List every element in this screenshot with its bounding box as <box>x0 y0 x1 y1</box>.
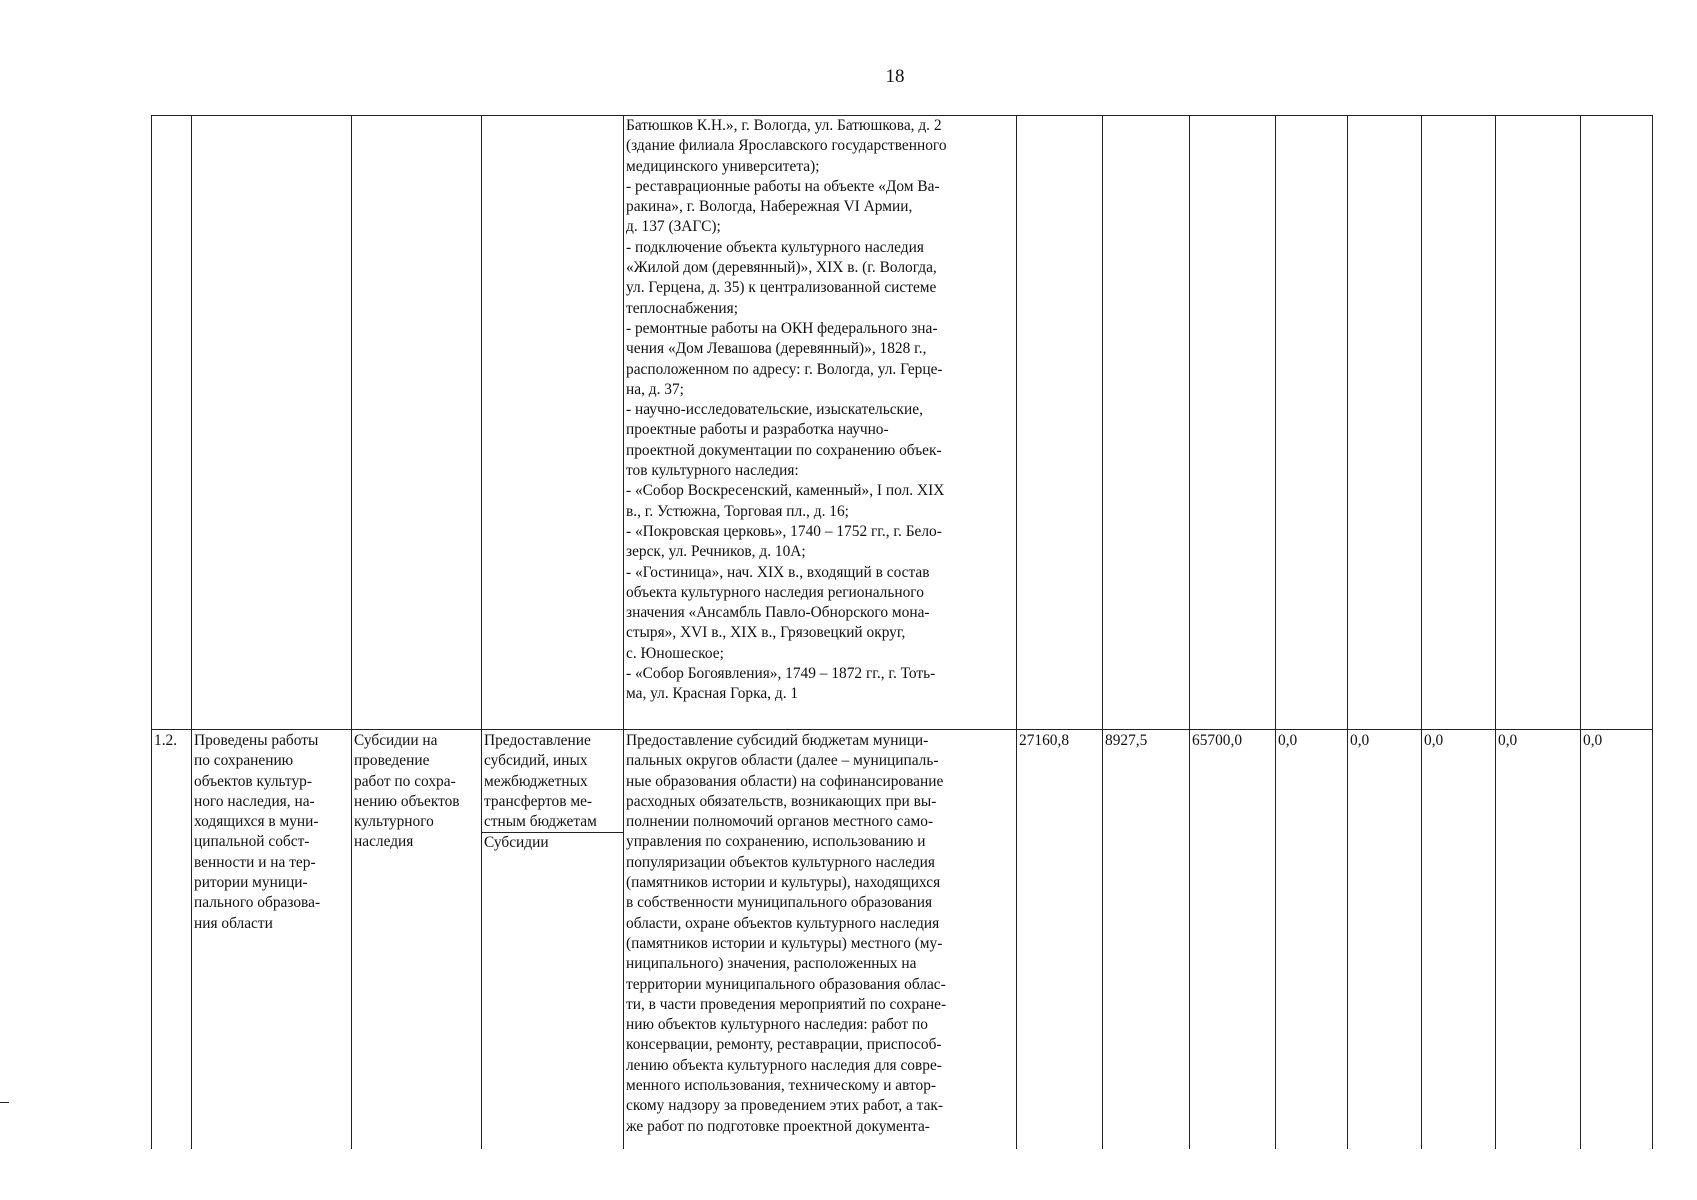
result-text: Проведены работы по сохранению объектов культур- ного наследия, на- ходящихся в муни- ципальной собст- венности и на тер- ритории муници- пального образова- ния области <box>194 732 321 932</box>
page-number: 18 <box>885 66 905 87</box>
cell-value: 0,0 <box>1422 730 1496 1150</box>
cell-measure <box>352 730 482 1150</box>
row-number: 1.2. <box>154 732 178 749</box>
cell-description <box>624 730 1017 1150</box>
cell-mechanism <box>482 730 624 1150</box>
cell-value: 0,0 <box>1581 730 1653 1150</box>
cell-value <box>1190 116 1276 730</box>
cell-value: 0,0 <box>1348 730 1422 1150</box>
cell-value: 8927,5 <box>1103 730 1190 1150</box>
mechanism-text: Предоставление субсидий, иных межбюджетных трансфертов ме- стным бюджетам <box>484 732 597 831</box>
cell-value <box>1422 116 1496 730</box>
cell-result <box>192 116 352 730</box>
cell-number <box>152 116 192 730</box>
margin-mark <box>0 1102 9 1103</box>
cell-value: 0,0 <box>1496 730 1581 1150</box>
cell-result <box>192 730 352 1150</box>
cell-measure <box>352 116 482 730</box>
cell-mechanism <box>482 116 624 730</box>
table-row <box>152 116 1653 730</box>
cell-value <box>1348 116 1422 730</box>
cell-works <box>624 116 1017 730</box>
program-table <box>151 115 1653 1149</box>
works-text: Батюшков К.Н.», г. Вологда, ул. Батюшкова, д. 2 (здание филиала Ярославского государственного медицинского университета); - реставрационные работы на объекте «Дом Ва- ракина», г. Вологда, Набережная VI Армии, д. 137 (ЗАГС); - подключение объекта культурного наследия «Жилой дом (деревянный)», XIX в. (г. Вологда, ул. Герцена, д. 35) к централизованной системе теплоснабжения; - ремонтные работы на ОКН федерального зна- чения «Дом Левашова (деревянный)», 1828 г., расположенном по адресу: г. Вологда, ул. Герце- на, д. 37; - научно-исследовательские, изыскательские, проектные работы и разработка научно- проектной документации по сохранению объек- тов культурного наследия: - «Собор Воскресенский, каменный», I пол. XIX в., г. Устюжна, Торговая пл., д. 16; - «Покровская церковь», 1740 – 1752 гг., г. Бело- зерск, ул. Речников, д. 10А; - «Гостиница», нач. XIX в., входящий в состав объекта культурного наследия регионального значения «Ансамбль Павло-Обнорского мона- стыря», XVI в., XIX в., Грязовецкий округ, с. Юношеское; - «Собор Богоявления», 1749 – 1872 гг., г. Тоть- ма, ул. Красная Горка, д. 1 <box>626 117 947 703</box>
cell-number <box>152 730 192 1150</box>
cell-value: 65700,0 <box>1190 730 1276 1150</box>
cell-value <box>1017 116 1103 730</box>
description-text: Предоставление субсидий бюджетам муници- пальных округов области (далее – муниципаль- ные образования области) на софинансирование расходных обязательств, возникающих при вы- полнении полномочий органов местного само- управления по сохранению, использованию и популяризации объектов культурного наследия (памятников истории и культуры), находящихся в собственности муниципального образования области, охране объектов культурного наследия (памятников истории и культуры) местного (му- ниципального) значения, расположенных на территории муниципального образования облас- ти, в части проведения мероприятий по сохране- нию объектов культурного наследия: работ по консервации, ремонту, реставрации, приспособ- лению объекта культурного наследия для совре- менного использования, техническому и автор- скому надзору за проведением этих работ, а так- же работ по подготовке проектной документа- <box>626 732 947 1135</box>
cell-value: 27160,8 <box>1017 730 1103 1150</box>
cell-value <box>1103 116 1190 730</box>
mechanism-sub: Субсидии <box>482 832 624 853</box>
cell-value <box>1581 116 1653 730</box>
cell-value <box>1276 116 1348 730</box>
cell-value <box>1496 116 1581 730</box>
measure-text: Субсидии на проведение работ по сохра- нению объектов культурного наследия <box>354 732 460 851</box>
cell-value: 0,0 <box>1276 730 1348 1150</box>
table-row <box>152 730 1653 1150</box>
